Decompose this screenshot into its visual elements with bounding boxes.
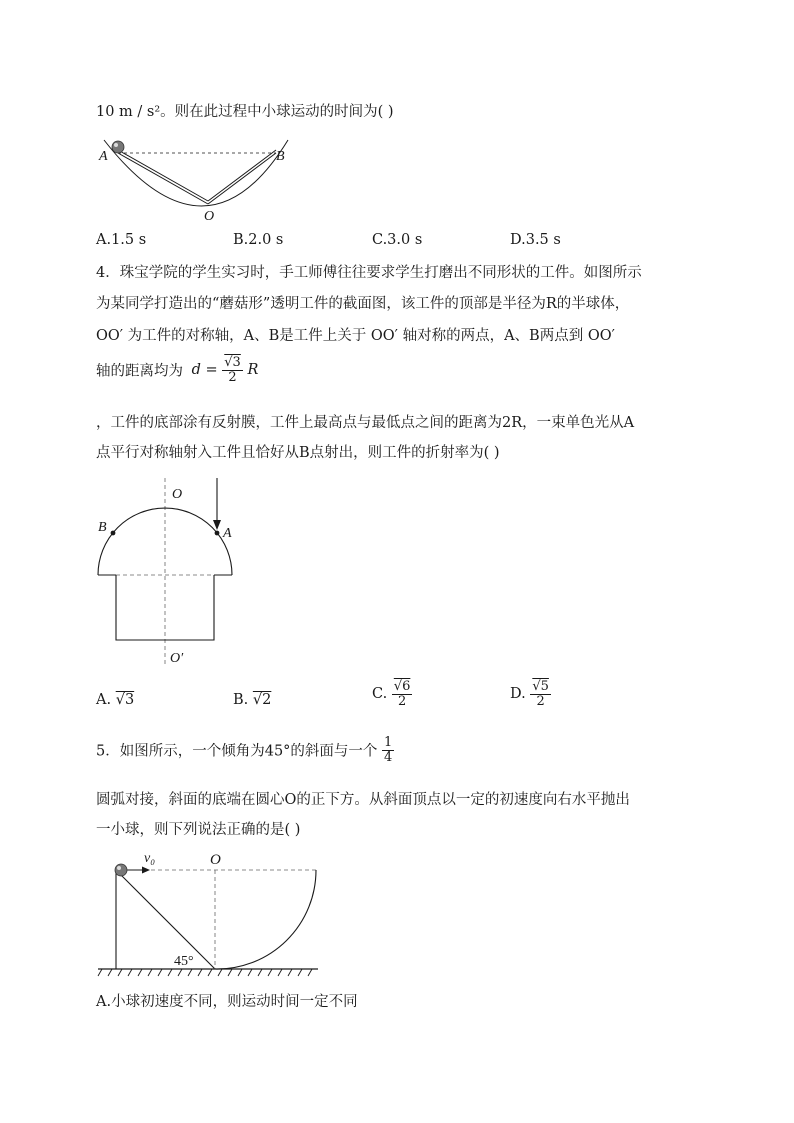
q4-label-o: O xyxy=(172,487,183,502)
q4-label-b: B xyxy=(98,520,107,535)
q4-option-b xyxy=(233,692,271,708)
q5-label-v0: v₀ xyxy=(144,851,156,866)
q4-line-2: 为某同学打造出的“蘑菇形”透明工件的截面图，该工件的顶部是半径为R的半球体， xyxy=(96,296,630,312)
q3-arc xyxy=(104,140,288,206)
q3-option-c: C.3.0 s xyxy=(372,232,423,248)
q5-ball-highlight xyxy=(117,866,121,870)
q4-option-b-prefix: B. xyxy=(233,692,249,708)
q4-formula-den: 2 xyxy=(228,369,237,385)
q4-option-d-fraction xyxy=(530,680,551,708)
q3-ball-highlight xyxy=(114,143,118,147)
q4-option-c-den: 2 xyxy=(397,693,407,709)
q4-point-a xyxy=(215,531,220,536)
q5-figure xyxy=(96,848,326,980)
q3-label-b: B xyxy=(276,149,285,164)
q3-chord-bo-2 xyxy=(208,150,276,201)
q5-quarter-arc xyxy=(215,870,316,969)
q5-ground-hatch xyxy=(98,969,312,976)
q4-option-d-num: √5 xyxy=(532,679,549,694)
q5-line-1 xyxy=(96,736,394,764)
q4-formula-r: R xyxy=(247,362,259,379)
q4-line-4-prefix: 轴的距离均为 xyxy=(96,363,183,380)
q3-chord-ao-2 xyxy=(118,150,208,201)
q4-option-a-prefix: A. xyxy=(96,692,112,708)
q3-figure xyxy=(96,132,296,224)
q3-ball xyxy=(112,141,124,153)
q4-line-5: ，工件的底部涂有反射膜，工件上最高点与最低点之间的距离为2R，一束单色光从A xyxy=(96,415,635,431)
q5-line-1-prefix: 5．如图所示，一个倾角为45°的斜面与一个 xyxy=(96,743,378,760)
q3-option-b: B.2.0 s xyxy=(233,232,284,248)
q3-option-a: A.1.5 s xyxy=(96,232,147,248)
q4-ray-arrowhead xyxy=(213,520,221,530)
q4-point-b xyxy=(111,531,116,536)
q3-chord-bo xyxy=(208,153,276,204)
q4-option-c-num: √6 xyxy=(393,679,411,694)
q4-line-6: 点平行对称轴射入工件且恰好从B点射出，则工件的折射率为( ) xyxy=(96,445,500,461)
q4-option-a-value: √3 xyxy=(115,692,135,708)
q5-line-3: 一小球，则下列说法正确的是( ) xyxy=(96,822,301,838)
q4-label-o-prime: O′ xyxy=(170,651,184,666)
q5-fraction xyxy=(382,736,394,764)
q4-option-c xyxy=(372,680,412,708)
q4-formula-d: d = xyxy=(191,362,218,379)
q4-line-4 xyxy=(96,356,258,384)
q4-figure xyxy=(90,474,250,670)
q4-option-d-den: 2 xyxy=(536,693,545,709)
q4-formula-num: √3 xyxy=(224,355,241,370)
q3-label-a: A xyxy=(99,149,108,164)
q3-chord-ao xyxy=(118,153,208,204)
q5-fraction-num: 1 xyxy=(384,735,393,750)
q4-label-a: A xyxy=(223,526,232,541)
q4-option-c-fraction xyxy=(392,680,413,708)
q4-line-1: 4．珠宝学院的学生实习时，手工师傅往往要求学生打磨出不同形状的工件。如图所示 xyxy=(96,265,642,281)
q3-label-o: O xyxy=(204,209,215,224)
q3-stem-tail: 10 m / s²。则在此过程中小球运动的时间为( ) xyxy=(96,104,394,120)
q4-option-c-prefix: C. xyxy=(372,686,388,703)
q5-label-o: O xyxy=(210,852,221,868)
q4-line-3: OO′ 为工件的对称轴，A、B是工件上关于 OO′ 轴对称的两点，A、B两点到 OO′ xyxy=(96,328,615,344)
q4-option-b-value: √2 xyxy=(252,692,272,708)
q5-option-a: A.小球初速度不同，则运动时间一定不同 xyxy=(96,994,358,1010)
q5-fraction-den: 4 xyxy=(384,749,393,765)
q4-option-d-prefix: D. xyxy=(510,686,526,703)
q3-option-d: D.3.5 s xyxy=(510,232,561,248)
q5-ball xyxy=(115,864,127,876)
q4-option-a xyxy=(96,692,134,708)
q5-incline xyxy=(116,870,215,969)
q5-velocity-arrowhead xyxy=(142,867,150,874)
q4-formula-fraction xyxy=(222,356,243,384)
q5-label-angle: 45° xyxy=(174,954,194,969)
q5-line-2: 圆弧对接，斜面的底端在圆心O的正下方。从斜面顶点以一定的初速度向右水平抛出 xyxy=(96,792,630,808)
q4-option-d xyxy=(510,680,551,708)
